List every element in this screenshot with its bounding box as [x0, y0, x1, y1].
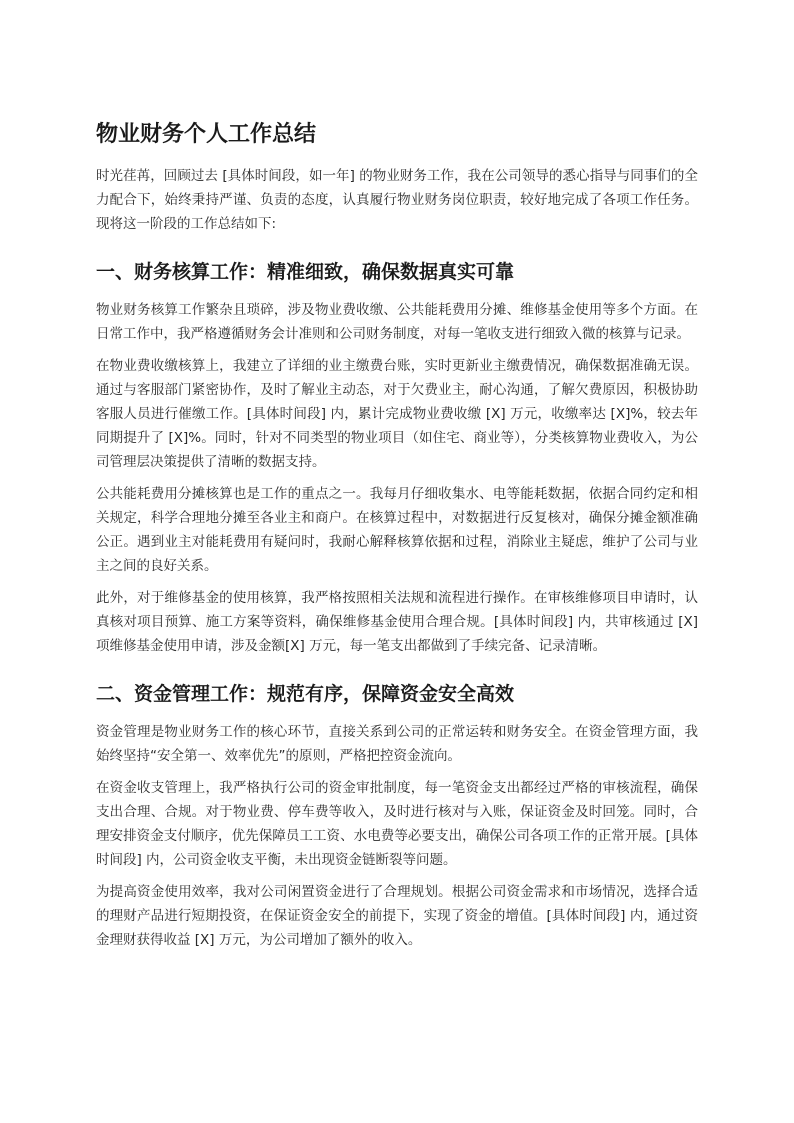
- section-financial-accounting: [96, 258, 698, 658]
- section-heading: 二、资金管理工作：规范有序，保障资金安全高效: [96, 683, 515, 705]
- paragraph: 在资金收支管理上，我严格执行公司的资金审批制度，每一笔资金支出都经过严格的审核流程，确保支出合理、合规。对于物业费、停车费等收入，及时进行核对与入账，保证资金及时回笼。同时，合理安排资金支付顺序，优先保障员工工资、水电费等必要支出，确保公司各项工作的正常开展。[具体时间段] 内，公司资金收支平衡，未出现资金链断裂等问题。: [96, 780, 698, 868]
- document-title: 物业财务个人工作总结: [96, 122, 317, 147]
- section-heading: 一、财务核算工作：精准细致，确保数据真实可靠: [96, 261, 515, 283]
- paragraph: 公共能耗费用分摊核算也是工作的重点之一。我每月仔细收集水、电等能耗数据，依据合同约定和相关规定，科学合理地分摊至各业主和商户。在核算过程中，对数据进行反复核对，确保分摊金额准确公正。遇到业主对能耗费用有疑问时，我耐心解释核算依据和过程，消除业主疑虑，维护了公司与业主之间的良好关系。: [96, 486, 698, 574]
- paragraph: 在物业费收缴核算上，我建立了详细的业主缴费台账，实时更新业主缴费情况，确保数据准确无误。通过与客服部门紧密协作，及时了解业主动态，对于欠费业主，耐心沟通，了解欠费原因，积极协助客服人员进行催缴工作。[具体时间段] 内，累计完成物业费收缴 [X] 万元，收缴率达 [X]%，较去年同期提升了 [X]%。同时，针对不同类型的物业项目（如住宅、商业等），分类核算物业费收入，为公司管理层决策提供了清晰的数据支持。: [96, 358, 698, 470]
- paragraph: 物业财务核算工作繁杂且琐碎，涉及物业费收缴、公共能耗费用分摊、维修基金使用等多个方面。在日常工作中，我严格遵循财务会计准则和公司财务制度，对每一笔收支进行细致入微的核算与记录。: [96, 302, 698, 342]
- section-fund-management: [96, 680, 698, 952]
- intro-paragraph: 时光荏苒，回顾过去 [具体时间段，如一年] 的物业财务工作，我在公司领导的悉心指导与同事们的全力配合下，始终秉持严谨、负责的态度，认真履行物业财务岗位职责，较好地完成了各项工作任务。现将这一阶段的工作总结如下:: [96, 168, 698, 232]
- paragraph: 此外，对于维修基金的使用核算，我严格按照相关法规和流程进行操作。在审核维修项目申请时，认真核对项目预算、施工方案等资料，确保维修基金使用合理合规。[具体时间段] 内，共审核通过 [X] 项维修基金使用申请，涉及金额[X] 万元，每一笔支出都做到了手续完备、记录清晰。: [96, 590, 698, 654]
- paragraph: 为提高资金使用效率，我对公司闲置资金进行了合理规划。根据公司资金需求和市场情况，选择合适的理财产品进行短期投资，在保证资金安全的前提下，实现了资金的增值。[具体时间段] 内，通过资金理财获得收益 [X] 万元，为公司增加了额外的收入。: [96, 884, 698, 948]
- paragraph: 资金管理是物业财务工作的核心环节，直接关系到公司的正常运转和财务安全。在资金管理方面，我始终坚持“安全第一、效率优先”的原则，严格把控资金流向。: [96, 724, 698, 764]
